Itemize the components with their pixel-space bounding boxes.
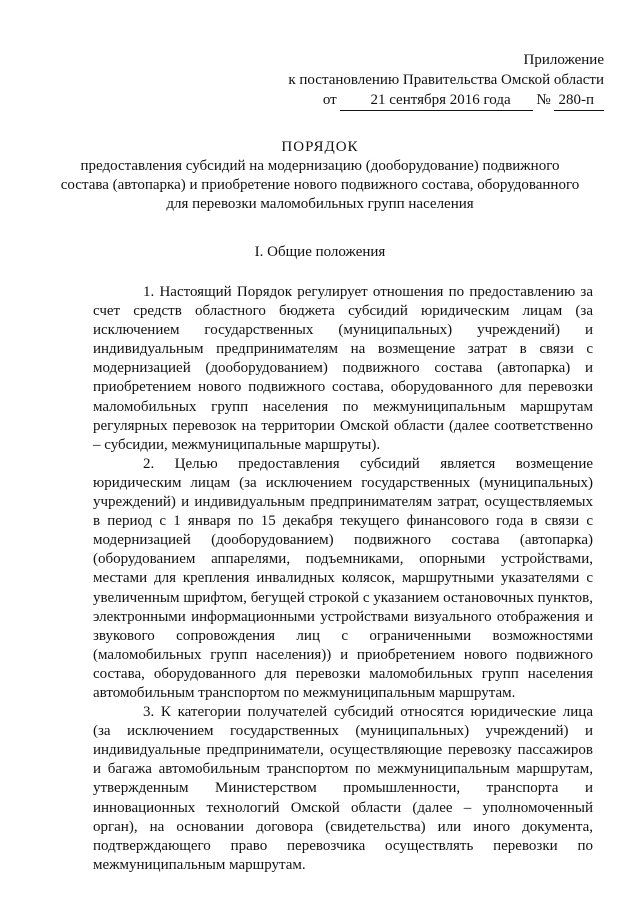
section-heading: I. Общие положения [254,244,386,260]
document-title [60,138,580,214]
appendix-decree-ref: к постановлению Правительства Омской области [288,72,604,88]
title-main: ПОРЯДОК [281,139,359,155]
number-label: № [536,92,551,108]
appendix-label: Приложение [523,52,604,68]
from-label: от [322,92,337,108]
appendix-header [288,50,604,111]
title-subtitle: предоставления субсидий на модернизацию (дооборудование) подвижного состава (автопарка) и приобретение нового подвижного состава, оборудованного для перевозки маломобильных групп населения [60,158,580,212]
decree-number: 280-п [554,90,604,111]
decree-date: 21 сентября 2016 года [340,90,532,111]
paragraph-1: 1. Настоящий Порядок регулирует отношения по предоставлению за счет средств областного бюджета субсидий юридическим лицам (за исключением государственных (муниципальных) учреждений) и индивидуальным предпринимателям на возмещение затрат в связи с модернизацией (дооборудованием) подвижного состава (автопарка) и приобретением нового подвижного состава, оборудованного для перевозки маломобильных групп населения по межмуниципальным маршрутам регулярных перевозок на территории Омской области (далее соответственно – субсидии, межмуниципальные маршруты). [93,284,593,453]
document-body [93,283,593,875]
paragraph-3: 3. К категории получателей субсидий относятся юридические лица (за исключением государственных (муниципальных) учреждений) и индивидуальные предприниматели, осуществляющие перевозку пассажиров и багажа автомобильным транспортом по межмуниципальным маршрутам, утвержденным Министерством промышленности, транспорта и инновационных технологий Омской области (далее – уполномоченный орган), на основании договора (свидетельства) или иного документа, подтверждающего право перевозчика осуществлять перевозки по межмуниципальным маршрутам. [93,704,593,873]
appendix-date-line [288,90,604,111]
paragraph-2: 2. Целью предоставления субсидий является возмещение юридическим лицам (за исключением государственных (муниципальных) учреждений) и индивидуальным предпринимателям затрат, осуществляемых в период с 1 января по 15 декабря текущего финансового года в связи с модернизацией (дооборудованием) подвижного состава (автопарка) (оборудованием аппарелями, подъемниками, опорными устройствами, местами для крепления инвалидных колясок, маршрутными указателями с увеличенным шрифтом, бегущей строкой с указанием остановочных пунктов, электронными информационными устройствами визуального отображения и звукового сопровождения лиц с ограниченными возможностями (маломобильных групп населения)) и приобретением нового подвижного состава, оборудованного для перевозки маломобильных групп населения автомобильным транспортом по межмуниципальным маршрутам. [93,455,593,701]
